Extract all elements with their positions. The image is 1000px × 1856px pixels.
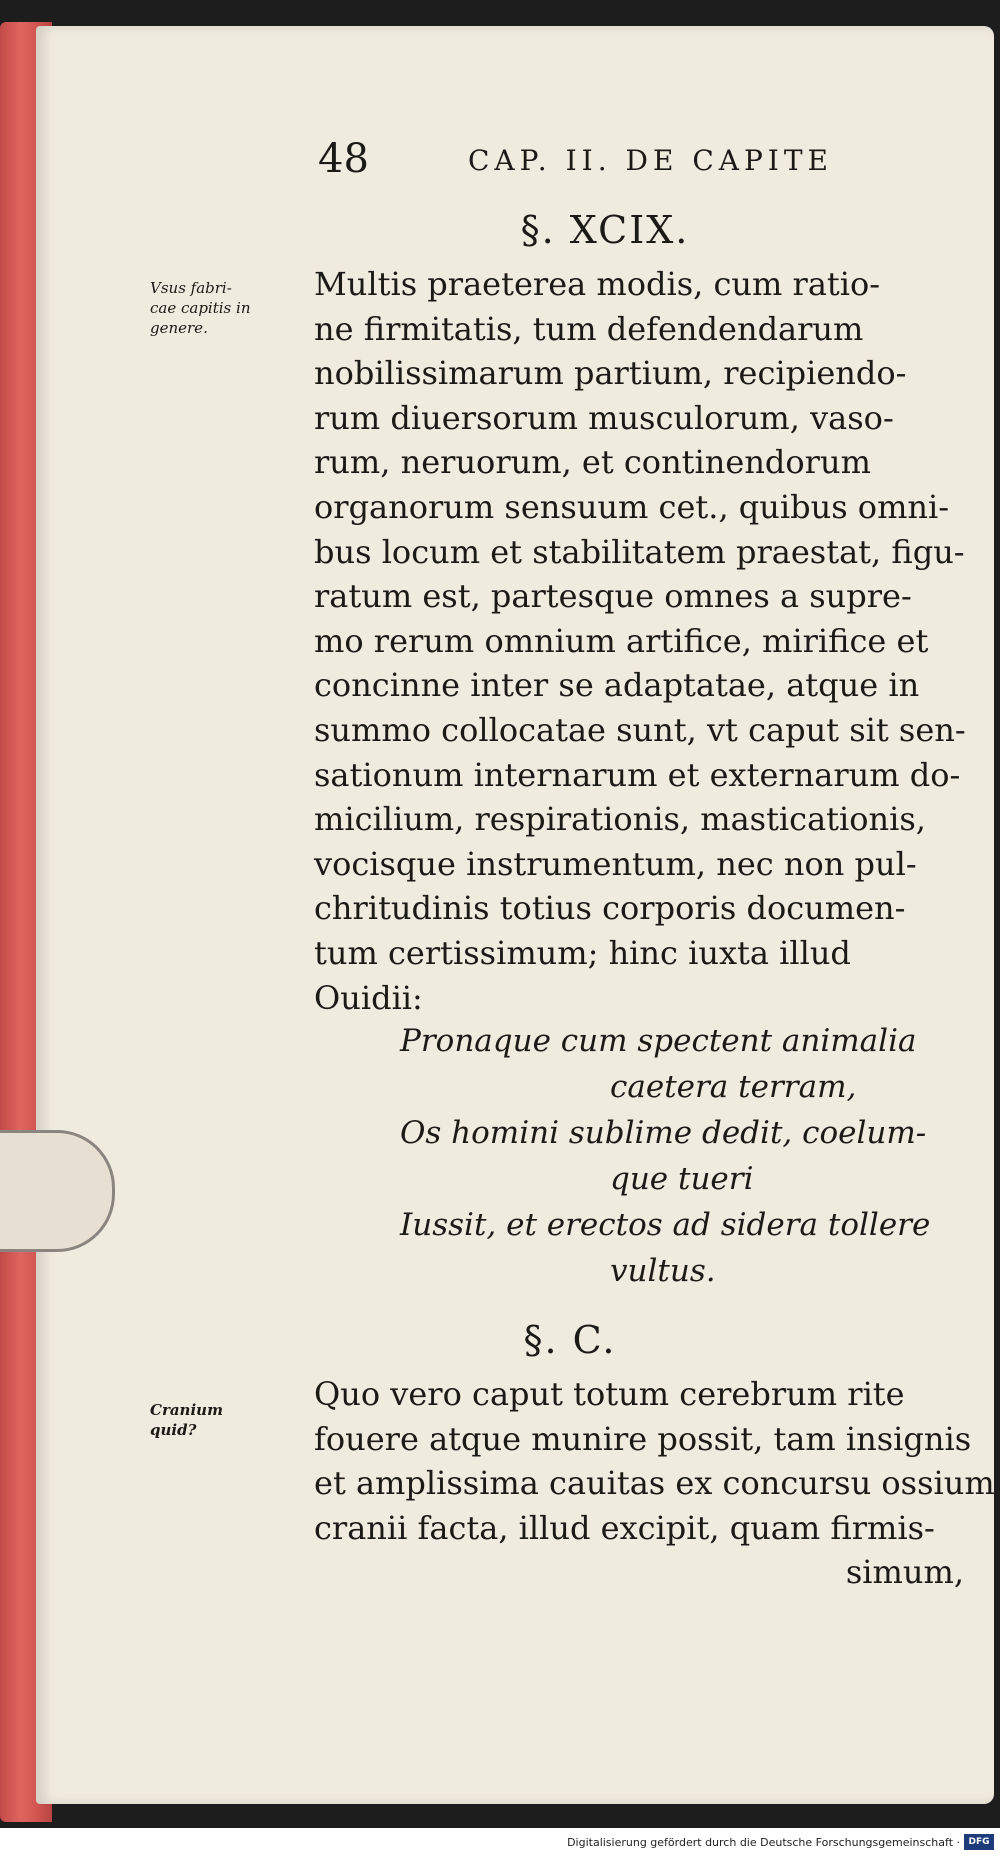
text-line: et amplissima cauitas ex concursu ossium (314, 1464, 995, 1503)
text-line: ratum est, partesque omnes a supre- (314, 577, 912, 616)
page-header (318, 136, 938, 186)
text-line: organorum sensuum cet., quibus omni- (314, 487, 950, 526)
text-line: concinne inter se adaptatae, atque in (314, 666, 920, 705)
text-line: summo collocatae sunt, vt caput sit sen- (314, 710, 966, 749)
running-title: CAP. II. DE CAPITE (468, 144, 833, 177)
verse-line: Iussit, et erectos ad sidera tollere (400, 1207, 931, 1243)
text-line: fouere atque munire possit, tam insignis (314, 1419, 972, 1458)
page-number: 48 (318, 136, 369, 182)
text-line: ne firmitatis, tum defendendarum (314, 309, 864, 348)
text-line: rum, neruorum, et continendorum (314, 443, 871, 482)
margin-note: Cranium quid? (150, 1401, 223, 1439)
section-heading: §. XCIX. (520, 208, 690, 252)
text-line: Ouidii: (314, 978, 423, 1017)
text-line: cranii facta, illud excipit, quam firmis- (314, 1508, 935, 1547)
verse-quotation (400, 1018, 960, 1294)
verse-line: caetera terram, (610, 1069, 857, 1105)
text-line: vocisque instrumentum, nec non pul- (314, 844, 917, 883)
text-line: tum certissimum; hinc iuxta illud (314, 933, 851, 972)
text-line: simum, (845, 1553, 964, 1592)
verse-line: vultus. (610, 1253, 716, 1289)
section-body (314, 1372, 995, 1595)
text-line: chritudinis totius corporis documen- (314, 889, 906, 928)
text-line: mo rerum omnium artifice, mirifice et (314, 621, 929, 660)
text-line: micilium, respirationis, masticationis, (314, 800, 926, 839)
text-line: rum diuersorum musculorum, vaso- (314, 398, 894, 437)
margin-note: Vsus fabri- cae capitis in genere. (150, 279, 251, 337)
bookmark-tab (0, 1130, 115, 1252)
verse-line: que tueri (610, 1161, 754, 1197)
text-line: Multis praeterea modis, cum ratio- (314, 265, 881, 303)
dfg-logo-icon: DFG (964, 1834, 994, 1850)
section-heading: §. C. (523, 1318, 617, 1362)
verse-line: Os homini sublime dedit, coelum- (400, 1115, 927, 1151)
text-line: bus locum et stabilitatem praestat, figu- (314, 532, 965, 571)
verse-line: Pronaque cum spectent animalia (400, 1023, 917, 1059)
text-line: nobilissimarum partium, recipiendo- (314, 354, 907, 393)
section-body (314, 262, 964, 1020)
text-line: Quo vero caput totum cerebrum rite (314, 1375, 905, 1413)
footer-credit: Digitalisierung gefördert durch die Deutsche Forschungsgemeinschaft · (567, 1836, 960, 1849)
text-line: sationum internarum et externarum do- (314, 755, 961, 794)
